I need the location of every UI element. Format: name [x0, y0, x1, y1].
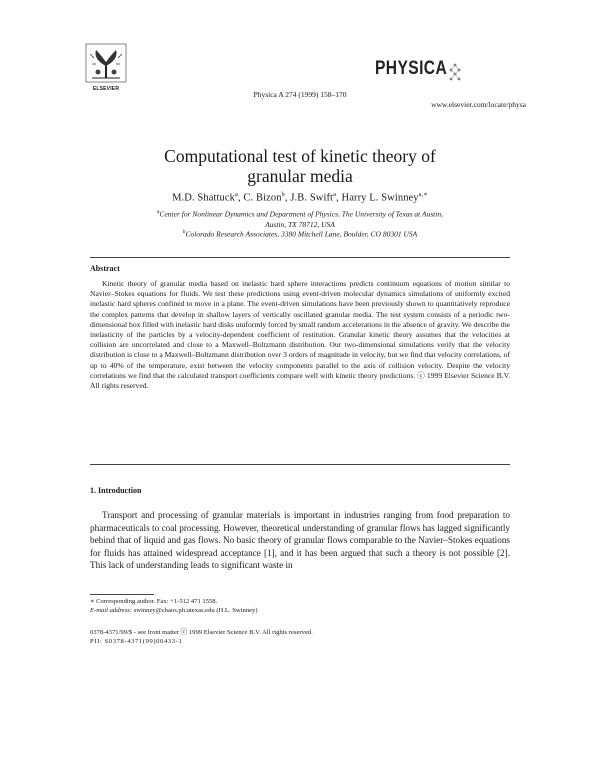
- introduction-text: Transport and processing of granular materials is important in industries ranging from food preparation to pharmaceuticals to coal processing. However, theoretical understanding of granular flows has lagged significantly behind that of liquid and gas flows. No basic theory of granular flows comparable to the Navier–Stokes equations for fluids has attained widespread acceptance [1], and it has been argued that such a theory is not possible [2]. This lack of understanding leads to significant waste in: [90, 510, 510, 571]
- email-label: E-mail address:: [90, 607, 133, 614]
- email-address[interactable]: swinney@chaos.ph.utexas.edu (H.L. Swinney): [132, 607, 258, 614]
- abstract-text: Kinetic theory of granular media based on inelastic hard sphere interactions predicts continuum equations of motion similar to Navier–Stokes equations for fluids. We test these predictions using event-driven molecular dynamics simulations of uniformly excited inelastic hard spheres confined to move in a plane. The event-driven simulations have been previously shown to quantitatively reproduce the complex patterns that develop in shallow layers of vertically oscillated granular media. The test system consists of a periodic two-dimensional box filled with inelastic hard disks uniformly forced by small random accelerations in the absence of gravity. We describe the inelasticity of the particles by a velocity-dependent coefficient of restitution. Granular kinetic theory assumes that the velocities at collision are uncorrelated and close to a Maxwell–Boltzmann distribution. Our two-dimensional simulations verify that the velocity distribution is close to a Maxwell–Boltzmann distribution over 3 orders of magnitude in velocity, but we find that velocity correlations, of up to 40% of the temperature, exist between the velocity components parallel to the axis of collision velocity. Despite the velocity correlations we find that the calculated transport coefficients compare well with kinetic theory predictions. ⓒ 1999 Elsevier Science B.V. All rights reserved.: [90, 279, 510, 391]
- section-heading: 1. Introduction: [90, 486, 142, 495]
- author-affil-mark: a,∗: [418, 191, 428, 198]
- author-separator: ,: [336, 192, 342, 204]
- logo-caption: ELSEVIER: [92, 86, 120, 92]
- corresponding-author-footnote: ∗ Corresponding author. Fax: +1-512 471 1558.: [90, 598, 218, 605]
- elsevier-logo: [84, 42, 128, 92]
- author-separator: ,: [237, 192, 244, 204]
- author-name: M.D. Shattuck: [172, 192, 235, 204]
- journal-url[interactable]: www.elsevier.com/locate/physa: [431, 100, 526, 109]
- author-affil-mark: a: [333, 191, 337, 198]
- affiliation-mark: a: [157, 209, 160, 215]
- author-separator: ,: [284, 192, 291, 204]
- affiliation-b: [80, 227, 520, 240]
- abstract-heading: Abstract: [90, 264, 120, 273]
- title-line-2: granular media: [247, 166, 353, 186]
- abstract-top-rule: [90, 257, 510, 258]
- footnote-rule: [90, 594, 154, 595]
- email-footnote: [90, 606, 510, 615]
- affiliation-line: Austin, TX 78712, USA: [265, 219, 335, 229]
- physica-emblem-icon: [447, 61, 463, 83]
- abstract-bottom-rule: [90, 464, 510, 465]
- issn-line: 0378-4371/99/$ - see front matter ⓒ 1999 Elsevier Science B.V. All rights reserved.: [90, 629, 313, 636]
- pii-line: PII: S0378-4371(99)00433-1: [90, 638, 183, 645]
- tree-emblem-icon: [84, 42, 128, 86]
- affiliation-mark: b: [182, 229, 186, 235]
- journal-logo: [375, 58, 465, 88]
- author-name: Harry L. Swinney: [341, 192, 419, 204]
- author-name: J.B. Swift: [290, 192, 334, 204]
- affiliation-line: Colorado Research Associates, 3380 Mitchell Lane, Boulder, CO 80301 USA: [185, 229, 418, 239]
- article-title: [60, 146, 540, 186]
- affiliation-line: Center for Nonlinear Dynamics and Department of Physics, The University of Texas at Austin,: [159, 209, 443, 219]
- journal-citation: Physica A 274 (1999) 158–170: [253, 90, 347, 99]
- author-affil-mark: b: [281, 191, 285, 198]
- author-affil-mark: a: [234, 191, 238, 198]
- journal-name: PHYSICA: [375, 58, 448, 79]
- title-line-1: Computational test of kinetic theory of: [164, 146, 436, 166]
- author-list: [40, 190, 560, 204]
- author-name: C. Bizon: [243, 192, 282, 204]
